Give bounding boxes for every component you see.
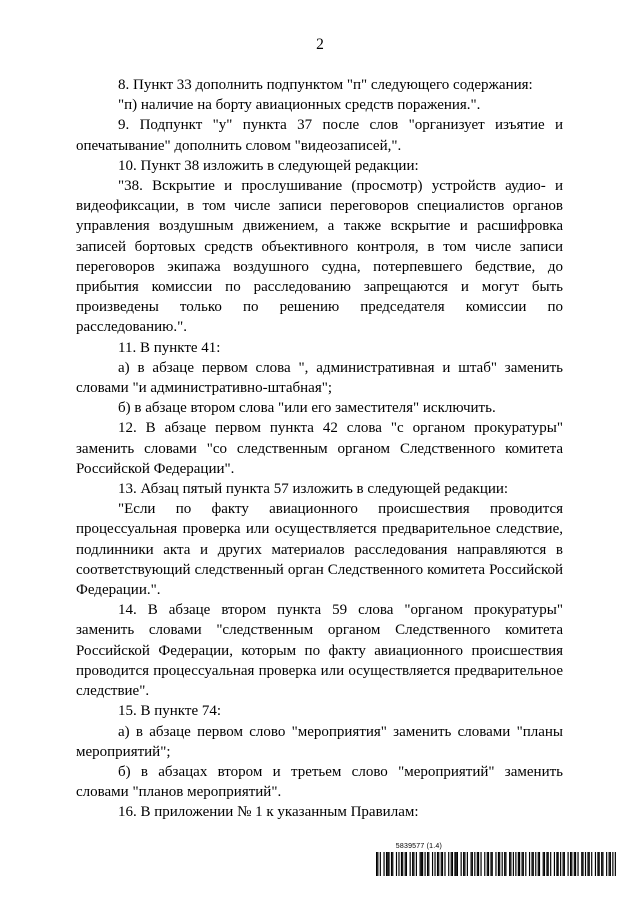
paragraph: а) в абзаце первом слова ", административная и штаб" заменить словами "и административно-штабная"; [76,359,563,397]
paragraph: 10. Пункт 38 изложить в следующей редакции: [118,157,419,174]
document-code: 5839577 (1.4) [395,843,442,850]
document-body [76,75,563,823]
paragraph: а) в абзаце первом слово "мероприятия" заменить словами "планы мероприятий"; [76,723,563,760]
paragraph: б) в абзацах втором и третьем слово "мероприятий" заменить словами "планов мероприятий". [76,763,563,801]
page-number: 2 [316,36,324,53]
paragraph: 14. В абзаце втором пункта 59 слова "органом прокуратуры" заменить словами "следственным органом Следственного комитета Российской Федерации, которым по факту авиационного происшествия проводится процессуальная проверка или осуществляется предварительное следствие". [76,602,563,700]
paragraph: "п) наличие на борту авиационных средств поражения.". [118,97,481,114]
paragraph: б) в абзаце втором слова "или его заместителя" исключить. [118,400,496,417]
paragraph: "38. Вскрытие и прослушивание (просмотр) устройств аудио- и видеофиксации, в том числе записи переговоров специалистов органов управления воздушным движением, а также вскрытие и расшифровка записей бортовых средств объективного контроля, в том числе записи переговоров экипажа воздушного судна, потерпевшего бедствие, до прибытия комиссии по расследованию запрещаются и могут быть произведены только по решению председателя комиссии по расследованию.". [76,178,563,336]
paragraph: 12. В абзаце первом пункта 42 слова "с органом прокуратуры" заменить словами "со следственным органом Следственного комитета Российской Федерации". [76,420,563,477]
paragraph: 16. В приложении № 1 к указанным Правилам: [118,804,419,821]
barcode [376,852,616,876]
paragraph: 11. В пункте 41: [118,339,221,356]
paragraph: "Если по факту авиационного происшествия проводится процессуальная проверка или осуществляется предварительное следствие, подлинники акта и других материалов расследования направляются в соответствующий следственный орган Следственного комитета Российской Федерации.". [76,501,563,599]
paragraph: 8. Пункт 33 дополнить подпунктом "п" следующего содержания: [118,77,533,93]
paragraph: 13. Абзац пятый пункта 57 изложить в следующей редакции: [118,481,509,498]
paragraph: 15. В пункте 74: [118,703,222,720]
paragraph: 9. Подпункт "у" пункта 37 после слов "организует изъятие и опечатывание" дополнить словом "видеозаписей,". [76,117,563,154]
